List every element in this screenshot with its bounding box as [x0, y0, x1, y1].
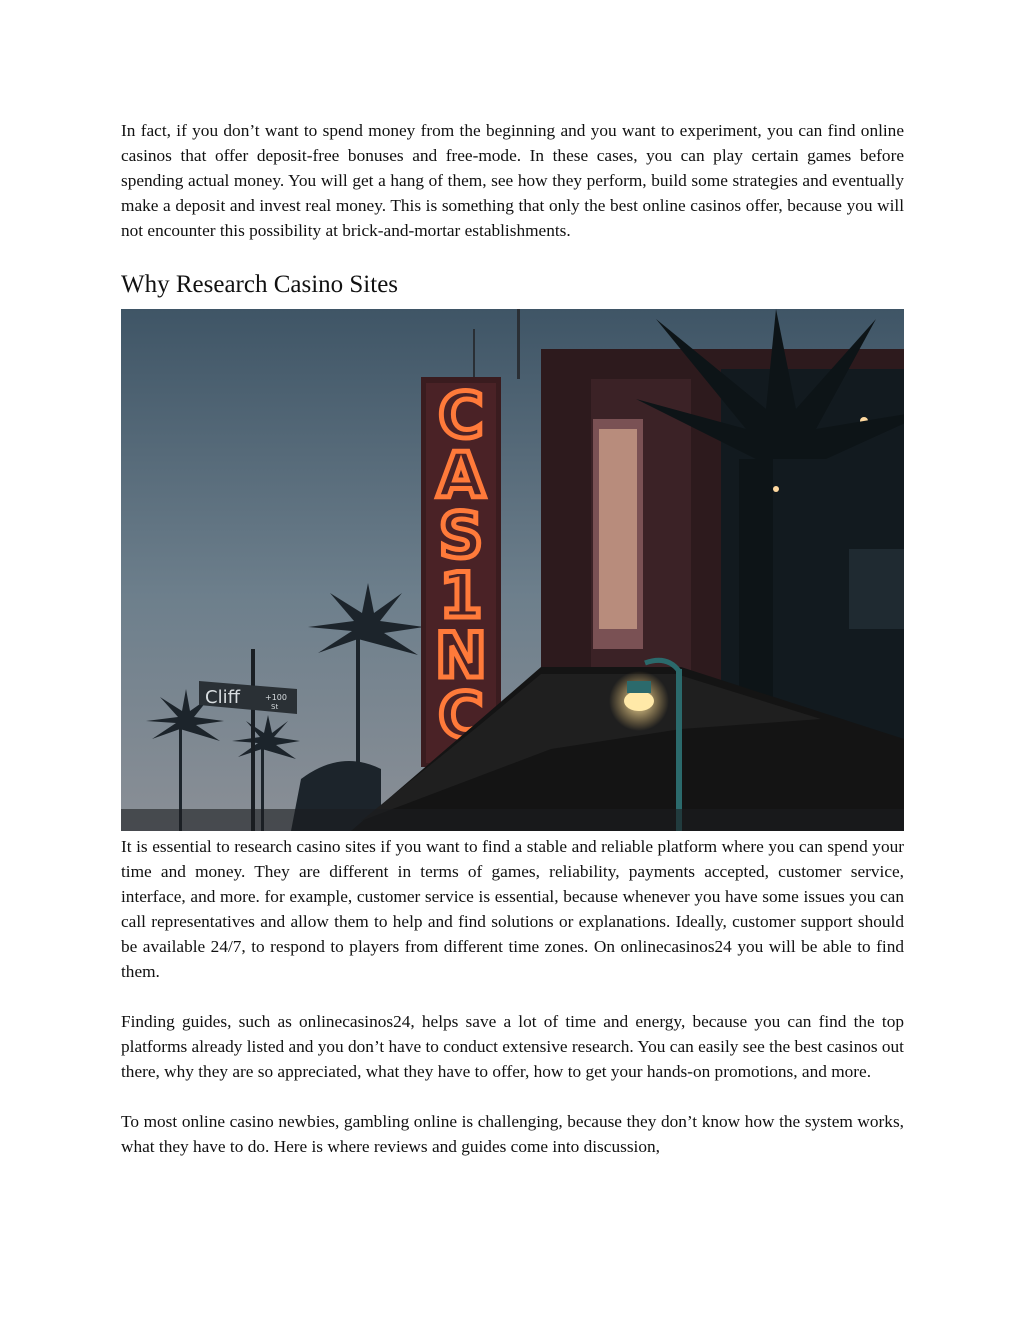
neon-letter: A: [437, 439, 485, 512]
street-sign-suffix: St: [271, 703, 279, 711]
research-paragraph: It is essential to research casino sites if you want to find a stable and reliable platform where you can spend your time and money. They are different in terms of games, reliability, payments accepted, customer service, interface, and more. for example, customer service is essential, because whenever you have some issues you can call representatives and allow them to help and find solutions or explanations. Ideally, customer support should be available 24/7, to respond to players from different time zones. On onlinecasinos24 you will be able to find them.: [121, 837, 904, 981]
casino-photo: [121, 309, 904, 831]
document-page: [121, 118, 904, 1159]
street-sign-number: +100: [265, 693, 287, 702]
guides-paragraph: Finding guides, such as onlinecasinos24, helps save a lot of time and energy, because you can find the top platforms already listed and you don’t have to conduct extensive research. You can easily see the best casinos out there, why they are so appreciated, what they have to offer, how to get your hands-on promotions, and more.: [121, 1012, 904, 1081]
newbies-paragraph: To most online casino newbies, gambling online is challenging, because they don’t know how the system works, what they have to do. Here is where reviews and guides come into discussion,: [121, 1112, 904, 1156]
neon-letter: C: [438, 679, 484, 752]
street-sign-name: Cliff: [205, 687, 240, 708]
section-heading: Why Research Casino Sites: [121, 271, 399, 298]
neon-letter: N: [435, 619, 487, 692]
neon-sign-letters: [435, 379, 487, 752]
intro-paragraph: In fact, if you don’t want to spend money from the beginning and you want to experiment, you can find online casinos that offer deposit-free bonuses and free-mode. In these cases, you can play certain games before spending actual money. You will get a hang of them, see how they perform, build some strategies and eventually make a deposit and invest real money. This is something that only the best online casinos offer, because you will not encounter this possibility at brick-and-mortar establishments.: [121, 121, 904, 240]
neon-letter: C: [438, 379, 484, 452]
neon-letter: 1: [439, 559, 483, 632]
neon-letter: S: [438, 499, 484, 572]
